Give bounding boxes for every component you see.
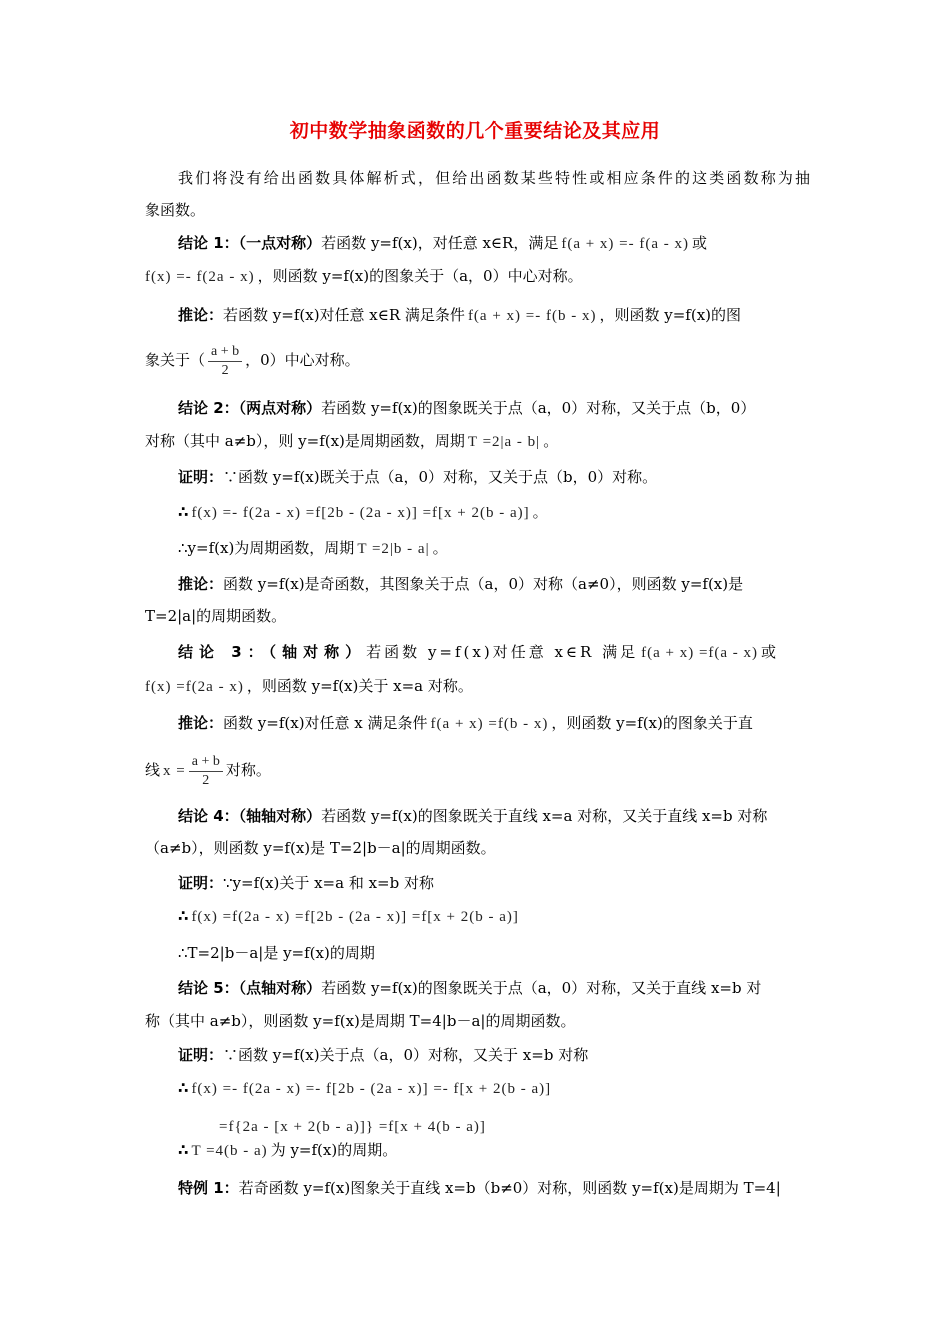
- corollary-3-line-1: [178, 713, 810, 734]
- conclusion-2-text-2: 对称（其中 a≠b），则 y=f(x)是周期函数，周期: [145, 432, 465, 450]
- proof-5-text: ∵函数 y=f(x)关于点（a，0）对称，又关于 x=b 对称: [223, 1046, 589, 1064]
- conclusion-5-line-1: [178, 978, 810, 998]
- corollary-3-text-2: 线: [145, 761, 161, 779]
- conclusion-5-label: 结论 5：（点轴对称）: [178, 979, 322, 997]
- corollary-2-label: 推论：: [178, 575, 224, 593]
- conclusion-4-line-2: （a≠b），则函数 y=f(x)是 T=2|b－a|的周期函数。: [145, 839, 496, 857]
- fraction-numerator: a + b: [189, 753, 223, 772]
- conclusion-2-line-1: [178, 398, 810, 418]
- corollary-3-text-3: 对称。: [225, 761, 271, 779]
- conclusion-3-formula-2: f(x) =f(2a - x): [145, 679, 244, 695]
- conclusion-1-label: 结论 1：（一点对称）: [178, 234, 322, 252]
- conclusion-1-formula-2: f(x) =- f(2a - x): [145, 269, 255, 285]
- conclusion-3-formula-1: f(a + x) =f(a - x): [641, 645, 759, 661]
- proof-5-line-3: [216, 1116, 810, 1137]
- fraction-numerator: a + b: [208, 343, 242, 362]
- proof-2-conclusion: ∴y=f(x)为周期函数，周期: [178, 539, 355, 557]
- proof-5-line-2: [178, 1078, 810, 1099]
- corollary-1-result: ，则函数 y=f(x)的图: [599, 306, 742, 324]
- proof-2-period-formula: T =2|b - a|: [357, 541, 430, 557]
- corollary-3-fraction: [189, 753, 223, 790]
- corollary-1-text-3: ，0）中心对称。: [245, 351, 360, 369]
- corollary-1-label: 推论：: [178, 306, 224, 324]
- corollary-3-label: 推论：: [178, 714, 224, 732]
- proof-4-line-1: [178, 873, 810, 893]
- proof-4-text: ∵y=f(x)关于 x=a 和 x=b 对称: [223, 874, 434, 892]
- proof-4-label: 证明：: [178, 874, 224, 892]
- proof-5-result: 为 y=f(x)的周期。: [270, 1141, 398, 1159]
- corollary-2-line-2: T=2|a|的周期函数。: [145, 607, 287, 625]
- corollary-1-formula: f(a + x) =- f(b - x): [467, 308, 597, 324]
- example-1-text: 若奇函数 y=f(x)图象关于直线 x=b（b≠0）对称，则函数 y=f(x)是周期为 T=4|: [238, 1179, 781, 1197]
- therefore-symbol: ∴: [178, 907, 189, 925]
- intro-line-2: 象函数。: [145, 201, 206, 219]
- proof-2-line-2: [178, 502, 810, 523]
- conclusion-1-formula-1: f(a + x) =- f(a - x): [561, 236, 690, 252]
- conclusion-1-line-1: [178, 233, 810, 254]
- proof-2-line-1: [178, 467, 810, 487]
- proof-2-line-3: [178, 538, 810, 559]
- corollary-2-line-1: [178, 574, 810, 594]
- conclusion-3-or: 或: [761, 643, 777, 661]
- page-title: 初中数学抽象函数的几个重要结论及其应用: [289, 120, 661, 142]
- conclusion-3-text: 若函数 y=f(x)对任意 x∈R 满足: [366, 643, 639, 661]
- proof-2-end-2: 。: [432, 539, 448, 557]
- proof-5-formula-1: f(x) =- f(2a - x) =- f[2b - (2a - x)] =- f[x + 2(b - a)]: [191, 1081, 552, 1097]
- corollary-2-text: 函数 y=f(x)是奇函数，其图象关于点（a，0）对称（a≠0），则函数 y=f(x)是: [223, 575, 744, 593]
- conclusion-3-line-1: [178, 642, 810, 663]
- corollary-3-text: 函数 y=f(x)对任意 x 满足条件: [223, 714, 428, 732]
- proof-5-label: 证明：: [178, 1046, 224, 1064]
- therefore-symbol: ∴: [178, 503, 189, 521]
- proof-4-line-2: [178, 906, 810, 927]
- proof-2-text: ∵函数 y=f(x)既关于点（a，0）对称，又关于点（b，0）对称。: [223, 468, 658, 486]
- conclusion-3-line-2: [145, 676, 810, 697]
- corollary-3-result: ，则函数 y=f(x)的图象关于直: [551, 714, 753, 732]
- conclusion-5-text: 若函数 y=f(x)的图象既关于点（a，0）对称，又关于直线 x=b 对: [321, 979, 762, 997]
- conclusion-2-formula: T =2|a - b|: [467, 434, 541, 450]
- conclusion-4-text: 若函数 y=f(x)的图象既关于直线 x=a 对称，又关于直线 x=b 对称: [321, 807, 768, 825]
- conclusion-1-result: ，则函数 y=f(x)的图象关于（a，0）中心对称。: [257, 267, 583, 285]
- proof-5-line-4: [178, 1140, 810, 1161]
- therefore-symbol: ∴: [178, 1141, 189, 1159]
- corollary-1-text: 若函数 y=f(x)对任意 x∈R 满足条件: [223, 306, 465, 324]
- conclusion-4-label: 结论 4：（轴轴对称）: [178, 807, 322, 825]
- example-1-label: 特例 1：: [178, 1179, 239, 1197]
- conclusion-3-label: 结论 3：（轴对称）: [178, 643, 367, 661]
- conclusion-4-line-1: [178, 806, 810, 826]
- proof-2-formula: f(x) =- f(2a - x) =f[2b - (2a - x)] =f[x + 2(b - a)]: [191, 505, 530, 521]
- corollary-1-line-1: [178, 305, 810, 326]
- intro-line-1: 我们将没有给出函数具体解析式，但给出函数某些特性或相应条件的这类函数称为抽: [178, 169, 810, 187]
- conclusion-1-text: 若函数 y=f(x)，对任意 x∈R，满足: [321, 234, 559, 252]
- proof-2-end: 。: [532, 503, 548, 521]
- conclusion-1-or: 或: [692, 234, 708, 252]
- corollary-1-text-2: 象关于（: [145, 351, 206, 369]
- proof-5-formula-2: =f{2a - [x + 2(b - a)]} =f[x + 4(b - a)]: [219, 1119, 486, 1135]
- conclusion-2-label: 结论 2：（两点对称）: [178, 399, 322, 417]
- conclusion-1-line-2: [145, 266, 810, 287]
- conclusion-2-line-2: [145, 431, 810, 452]
- proof-4-line-3: ∴T=2|b－a|是 y=f(x)的周期: [178, 944, 375, 962]
- fraction-denominator: 2: [221, 362, 229, 378]
- proof-5-line-1: [178, 1045, 810, 1065]
- example-1-line-1: [178, 1178, 810, 1198]
- conclusion-2-text: 若函数 y=f(x)的图象既关于点（a，0）对称，又关于点（b，0）: [321, 399, 756, 417]
- proof-4-formula: f(x) =f(2a - x) =f[2b - (2a - x)] =f[x + 2(b - a)]: [191, 909, 519, 925]
- conclusion-5-line-2: 称（其中 a≠b），则函数 y=f(x)是周期 T=4|b－a|的周期函数。: [145, 1012, 576, 1030]
- conclusion-2-end: 。: [543, 432, 559, 450]
- corollary-3-x-equals: x =: [163, 763, 186, 779]
- proof-5-period-formula: T =4(b - a): [191, 1143, 268, 1159]
- fraction-denominator: 2: [202, 772, 210, 788]
- conclusion-3-result: ，则函数 y=f(x)关于 x=a 对称。: [246, 677, 473, 695]
- corollary-1-line-2: [145, 340, 810, 380]
- proof-2-label: 证明：: [178, 468, 224, 486]
- corollary-3-formula: f(a + x) =f(b - x): [430, 716, 549, 732]
- corollary-1-fraction: [208, 343, 242, 380]
- corollary-3-line-2: [145, 750, 810, 791]
- therefore-symbol: ∴: [178, 1079, 189, 1097]
